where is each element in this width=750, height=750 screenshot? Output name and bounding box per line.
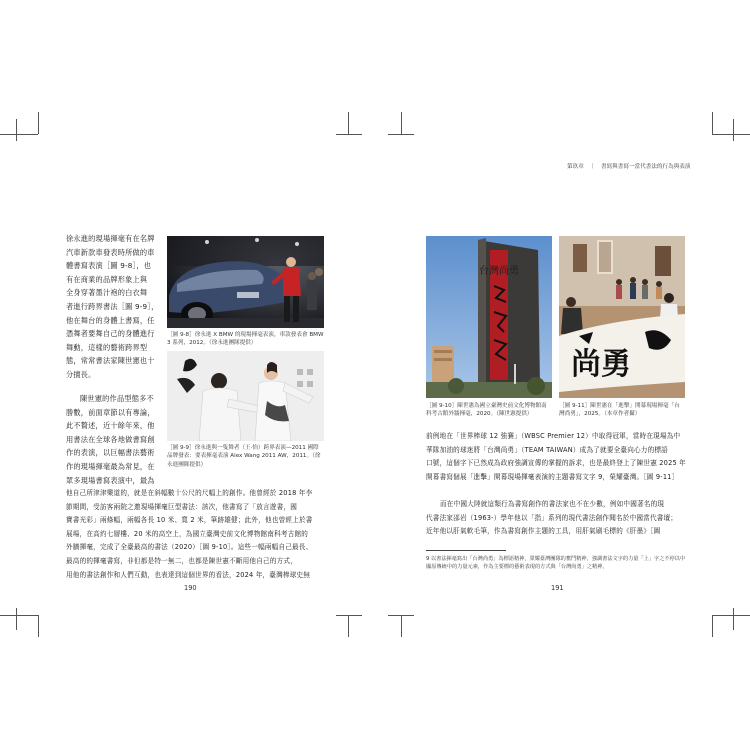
text-line: 代書法家邵岩（1963-）學年他以「指」系列的現代書法創作聞名於中國當代書壇； xyxy=(426,513,678,522)
photo-9-8 xyxy=(167,236,324,328)
crop-mark xyxy=(348,615,349,637)
crop-mark xyxy=(16,119,17,141)
text-line: 有在商業的品牌形象上與 xyxy=(66,274,148,284)
crop-mark xyxy=(0,615,38,616)
running-head: 第玖章 ｜ 書寫與書寫一當代書法的行為與表演 xyxy=(567,164,691,170)
text-line: 他在舞台的身體上書寫，任 xyxy=(66,315,155,325)
text-line: 全身穿著墨汁袍的白衣舞 xyxy=(66,288,148,298)
caption-9-8: ［圖 9-8］徐永進 X BMW 的現場揮毫表演，車款發表會 BMW 3 系列，2012。（徐永進團隊提供） xyxy=(167,332,324,347)
page-number-left: 190 xyxy=(184,584,197,592)
crop-mark xyxy=(712,615,713,637)
page-number-right: 191 xyxy=(551,584,564,592)
crop-mark xyxy=(38,615,39,637)
text-line: 汽車新款車發表時所做的車 xyxy=(66,247,155,257)
footnote: 9 以書法揮毫寫出「台灣尚勇」為標語精神，榮耀臺灣團隊的奮鬥精神，強調書法文字的力量「上」字之不停以中國原傳統中的力量元素，作為主要標的藝術表現的方式與「台灣尚勇」之精神。 xyxy=(426,556,686,570)
dancer-performance-image xyxy=(167,351,324,441)
tower-banner-image xyxy=(426,236,552,398)
text-line: 作的現場揮毫最為常見，在 xyxy=(66,461,155,471)
text-line: 陳世憲的作品型態多不 xyxy=(80,394,154,403)
floor-calligraphy-image xyxy=(559,236,685,398)
text-line: 外牆揮毫，完成了全臺最高的書法（2020）［圖 9-10］。這些一幅兩幅自己最長、 xyxy=(66,543,313,552)
running-head-title: 書寫與書寫一當代書法的行為與表演 xyxy=(600,164,691,170)
text-line: 用書法在全球各地做書寫創 xyxy=(66,434,155,444)
running-head-chapter: 第玖章 xyxy=(567,164,584,170)
crop-mark xyxy=(336,134,362,135)
text-line: 前例地在「世界棒球 12 強賽」（WBSC Premier 12）中取得冠軍，當時在現場為中 xyxy=(426,432,681,440)
photo-9-10 xyxy=(426,236,552,398)
text-line: 者進行跨界書法［圖 9-9］， xyxy=(66,301,159,311)
text-line: 他自己所津津樂道的，就是在斜幅數十公尺的尺幅上的創作。他曾經於 2018 年李 xyxy=(66,489,313,497)
caption-9-9: ［圖 9-9］徐永進與一隻舞者（王‧怡）跨界表演—2011 國際品牌發表：要表揮毫表演 Alex Wang 2011 AW，2011。（徐永進團隊提供） xyxy=(167,445,321,468)
crop-mark xyxy=(336,615,362,616)
text-line: 作的表演，以巨幅書法藝術 xyxy=(66,448,155,458)
photo-9-11 xyxy=(559,236,685,398)
crop-mark xyxy=(733,608,734,630)
text-line: 寶書光彩」兩條幅，兩幅各長 10 米、寬 2 米，筆跡雄健；此外，他也曾經上於書 xyxy=(66,516,313,525)
footnote-rule xyxy=(426,550,506,551)
text-line: 體書寫表演［圖 9-8］，也 xyxy=(66,261,152,271)
crop-mark xyxy=(348,112,349,134)
text-line: 近年他以肝氣軟毛筆，作為書寫創作主題的工具，用肝氣刷毛標的《肝墨》［圖 xyxy=(426,527,661,536)
crop-mark xyxy=(712,615,750,616)
crop-mark xyxy=(16,608,17,630)
text-line: 展場，在高約七層樓、20 米的高空上，為國立臺灣史前文化博物館南科考古館的 xyxy=(66,529,309,538)
crop-mark xyxy=(712,134,750,135)
crop-mark xyxy=(401,615,402,637)
text-line: 最高的的揮毫書寫，非但都是特一無二，也都是陳世憲不斷用他自己的方式， xyxy=(66,556,297,565)
crop-mark xyxy=(38,112,39,134)
text-line: 此不贅述，近十餘年來，他 xyxy=(66,421,155,431)
text-line: 華隊加油的球迷將「台灣尚勇」（TEAM TAIWAN）成為了就要全臺向心力的標語 xyxy=(426,445,668,454)
text-line: 勝數，前面章節以有專論， xyxy=(66,407,155,417)
text-line: 節期間，受訪客兩院之邀現場揮毫巨型書法：該次，他書寫了「放言遊書，國 xyxy=(66,502,297,511)
right-para2 xyxy=(426,498,688,539)
left-para2-full xyxy=(66,487,326,582)
photo-9-9 xyxy=(167,351,324,441)
text-line: 憑舞者要舞自己的身體進行 xyxy=(66,329,155,339)
floor-calligraphy-chars: 尚勇 xyxy=(571,347,631,382)
text-line: 口號，這個字下已然成為政府強調宣傳的掌握的訴求，也是最終登上了陳世憲 2025 年 xyxy=(426,459,686,468)
text-line: 開幕書寫個展「進擊」開幕現場揮毫表演的主題書寫文字 9，榮耀臺灣。［圖 9-11］ xyxy=(426,472,679,481)
text-line: 而在中國大陸就這類行為書寫創作的書法家也不在少數，例如中國著名的現 xyxy=(440,500,665,508)
right-para1 xyxy=(426,430,688,484)
text-line: 徐永進的現場揮毫有在名牌 xyxy=(66,234,155,243)
left-para1 xyxy=(66,232,164,382)
crop-mark xyxy=(401,112,402,134)
text-line: 舞動，這樣的藝術跨界型 xyxy=(66,342,148,352)
crop-mark xyxy=(0,134,38,135)
crop-mark xyxy=(712,112,713,134)
text-line: 用他的書法創作和人們互動，也表達到這個世界的看法，2024 年，臺灣棒球史無 xyxy=(66,570,311,579)
caption-9-11: ［圖 9-11］陳世憲在「進擊」開幕現場揮毫「台灣尚勇」，2025。（本章作者攝） xyxy=(559,403,680,418)
car-launch-image xyxy=(167,236,324,328)
crop-mark xyxy=(733,119,734,141)
text-line: 態，常常書法家陳世憲也十 xyxy=(66,356,155,366)
banner-char: 台灣尚勇 xyxy=(479,266,519,277)
caption-9-10: ［圖 9-10］陳世憲為國立臺灣史前文化博物館南科考古館外牆揮毫，2020。（陳世憲提供） xyxy=(426,403,547,418)
crop-mark xyxy=(388,134,414,135)
left-para2-narrow xyxy=(66,392,164,487)
text-line: 眾多現場書寫表演中，最為 xyxy=(66,475,155,485)
text-line: 分擅長。 xyxy=(66,369,96,379)
